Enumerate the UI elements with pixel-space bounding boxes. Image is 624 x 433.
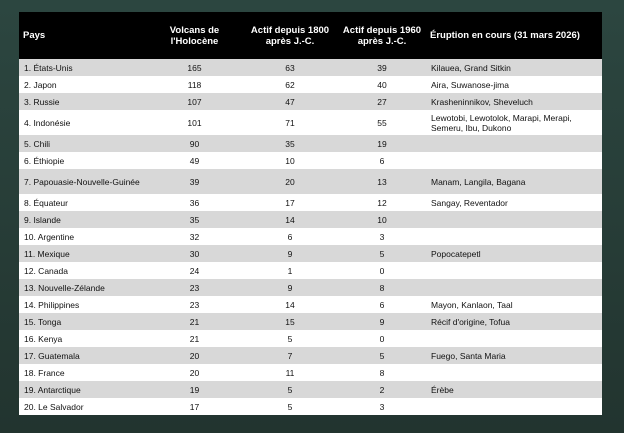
table-row — [19, 169, 602, 194]
table-row — [19, 398, 602, 415]
country-cell: 14. Philippines — [24, 299, 80, 310]
active-1800-cell: 10 — [285, 155, 295, 166]
active-1800-cell: 63 — [285, 62, 295, 73]
eruption-cell — [426, 398, 602, 415]
country-cell: 6. Éthiopie — [24, 155, 65, 166]
active-1800-cell: 14 — [285, 299, 295, 310]
eruption-cell: Récif d'origine, Tofua — [431, 316, 510, 327]
eruption-cell: Manam, Langila, Bagana — [431, 176, 526, 187]
active-1960-cell: 40 — [377, 79, 387, 90]
active-1800-cell: 47 — [285, 96, 295, 107]
active-1800-cell: 71 — [285, 117, 295, 128]
holocene-cell: 24 — [189, 265, 200, 276]
table-row — [19, 330, 602, 347]
country-cell: 20. Le Salvador — [24, 401, 84, 412]
active-1800-cell: 7 — [287, 350, 293, 361]
active-1960-cell: 8 — [379, 282, 385, 293]
active-1960-cell: 6 — [379, 155, 385, 166]
active-1960-cell: 0 — [379, 265, 385, 276]
header-country: Pays — [23, 30, 46, 41]
table-row — [19, 364, 602, 381]
country-cell: 1. États-Unis — [24, 62, 73, 73]
table-row — [19, 228, 602, 245]
eruption-cell — [426, 262, 602, 279]
active-1800-cell: 5 — [287, 333, 293, 344]
eruption-cell: Krasheninnikov, Sheveluch — [431, 96, 533, 107]
active-1960-cell: 13 — [377, 176, 387, 187]
eruption-cell — [426, 228, 602, 245]
holocene-cell: 32 — [189, 231, 200, 242]
country-cell: 2. Japon — [24, 79, 57, 90]
holocene-cell: 30 — [189, 248, 200, 259]
country-cell: 12. Canada — [24, 265, 68, 276]
holocene-cell: 36 — [189, 197, 200, 208]
active-1960-cell: 10 — [377, 214, 387, 225]
eruption-cell: Fuego, Santa Maria — [431, 350, 506, 361]
eruption-cell — [426, 330, 602, 347]
active-1800-cell: 15 — [285, 316, 295, 327]
holocene-cell: 101 — [187, 117, 202, 128]
volcano-table — [19, 12, 602, 415]
table-row — [19, 262, 602, 279]
table-body — [19, 59, 602, 415]
eruption-cell: Sangay, Reventador — [431, 197, 508, 208]
header-active-1800: Actif depuis 1800 après J.-C. — [250, 24, 330, 47]
holocene-cell: 23 — [189, 299, 200, 310]
country-cell: 17. Guatemala — [24, 350, 80, 361]
holocene-cell: 118 — [187, 79, 202, 90]
active-1960-cell: 3 — [379, 231, 385, 242]
eruption-cell — [426, 279, 602, 296]
country-cell: 8. Équateur — [24, 197, 68, 208]
table-row — [19, 76, 602, 93]
country-cell: 11. Mexique — [24, 248, 70, 259]
active-1800-cell: 6 — [287, 231, 293, 242]
eruption-cell: Aira, Suwanose-jima — [431, 79, 509, 90]
holocene-cell: 20 — [189, 350, 200, 361]
header-row — [19, 12, 602, 59]
eruption-cell — [426, 135, 602, 152]
eruption-cell: Kilauea, Grand Sitkin — [431, 62, 511, 73]
active-1960-cell: 12 — [377, 197, 387, 208]
active-1960-cell: 2 — [379, 384, 385, 395]
holocene-cell: 21 — [189, 333, 200, 344]
country-cell: 9. Islande — [24, 214, 61, 225]
holocene-cell: 49 — [189, 155, 200, 166]
table-row — [19, 110, 602, 135]
country-cell: 15. Tonga — [24, 316, 62, 327]
table-row — [19, 59, 602, 76]
country-cell: 4. Indonésie — [24, 117, 71, 128]
table-row — [19, 135, 602, 152]
eruption-cell: Popocatepetl — [431, 248, 481, 259]
country-cell: 19. Antarctique — [24, 384, 81, 395]
active-1960-cell: 3 — [379, 401, 385, 412]
holocene-cell: 165 — [187, 62, 202, 73]
eruption-cell: Lewotobi, Lewotolok, Marapi, Merapi, Semeru, Ibu, Dukono — [431, 112, 572, 133]
holocene-cell: 21 — [189, 316, 200, 327]
active-1800-cell: 14 — [285, 214, 295, 225]
active-1800-cell: 17 — [285, 197, 295, 208]
active-1960-cell: 39 — [377, 62, 387, 73]
active-1960-cell: 9 — [379, 316, 385, 327]
country-cell: 10. Argentine — [24, 231, 75, 242]
active-1960-cell: 5 — [379, 350, 385, 361]
table-row — [19, 194, 602, 211]
table-row — [19, 296, 602, 313]
country-cell: 16. Kenya — [24, 333, 63, 344]
active-1960-cell: 19 — [377, 138, 387, 149]
active-1800-cell: 1 — [287, 265, 293, 276]
active-1960-cell: 5 — [379, 248, 385, 259]
holocene-cell: 107 — [187, 96, 202, 107]
active-1960-cell: 27 — [377, 96, 387, 107]
holocene-cell: 19 — [189, 384, 200, 395]
header-active-1960: Actif depuis 1960 après J.-C. — [342, 24, 422, 47]
active-1800-cell: 35 — [285, 138, 295, 149]
table-row — [19, 279, 602, 296]
table-row — [19, 211, 602, 228]
active-1800-cell: 62 — [285, 79, 295, 90]
active-1960-cell: 0 — [379, 333, 385, 344]
table-row — [19, 313, 602, 330]
table-header — [19, 12, 602, 59]
active-1800-cell: 9 — [287, 282, 293, 293]
header-holocene: Volcans de l'Holocène — [169, 24, 220, 47]
country-cell: 5. Chili — [24, 138, 50, 149]
country-cell: 3. Russie — [24, 96, 60, 107]
header-current-eruption: Éruption en cours (31 mars 2026) — [430, 30, 580, 41]
active-1800-cell: 5 — [287, 384, 293, 395]
holocene-cell: 20 — [189, 367, 200, 378]
table-row — [19, 93, 602, 110]
eruption-cell: Érèbe — [431, 384, 454, 395]
eruption-cell — [426, 152, 602, 169]
table-row — [19, 347, 602, 364]
holocene-cell: 39 — [189, 176, 200, 187]
table-row — [19, 381, 602, 398]
holocene-cell: 23 — [189, 282, 200, 293]
holocene-cell: 17 — [189, 401, 200, 412]
active-1960-cell: 55 — [377, 117, 387, 128]
country-cell: 13. Nouvelle-Zélande — [24, 282, 105, 293]
active-1800-cell: 5 — [287, 401, 293, 412]
active-1960-cell: 6 — [379, 299, 385, 310]
table-row — [19, 152, 602, 169]
eruption-cell — [426, 211, 602, 228]
country-cell: 7. Papouasie-Nouvelle-Guinée — [24, 176, 140, 187]
country-cell: 18. France — [24, 367, 65, 378]
active-1800-cell: 9 — [287, 248, 293, 259]
holocene-cell: 35 — [189, 214, 200, 225]
active-1960-cell: 8 — [379, 367, 385, 378]
table-row — [19, 245, 602, 262]
active-1800-cell: 11 — [285, 367, 295, 378]
eruption-cell: Mayon, Kanlaon, Taal — [431, 299, 513, 310]
eruption-cell — [426, 364, 602, 381]
holocene-cell: 90 — [189, 138, 200, 149]
active-1800-cell: 20 — [285, 176, 295, 187]
